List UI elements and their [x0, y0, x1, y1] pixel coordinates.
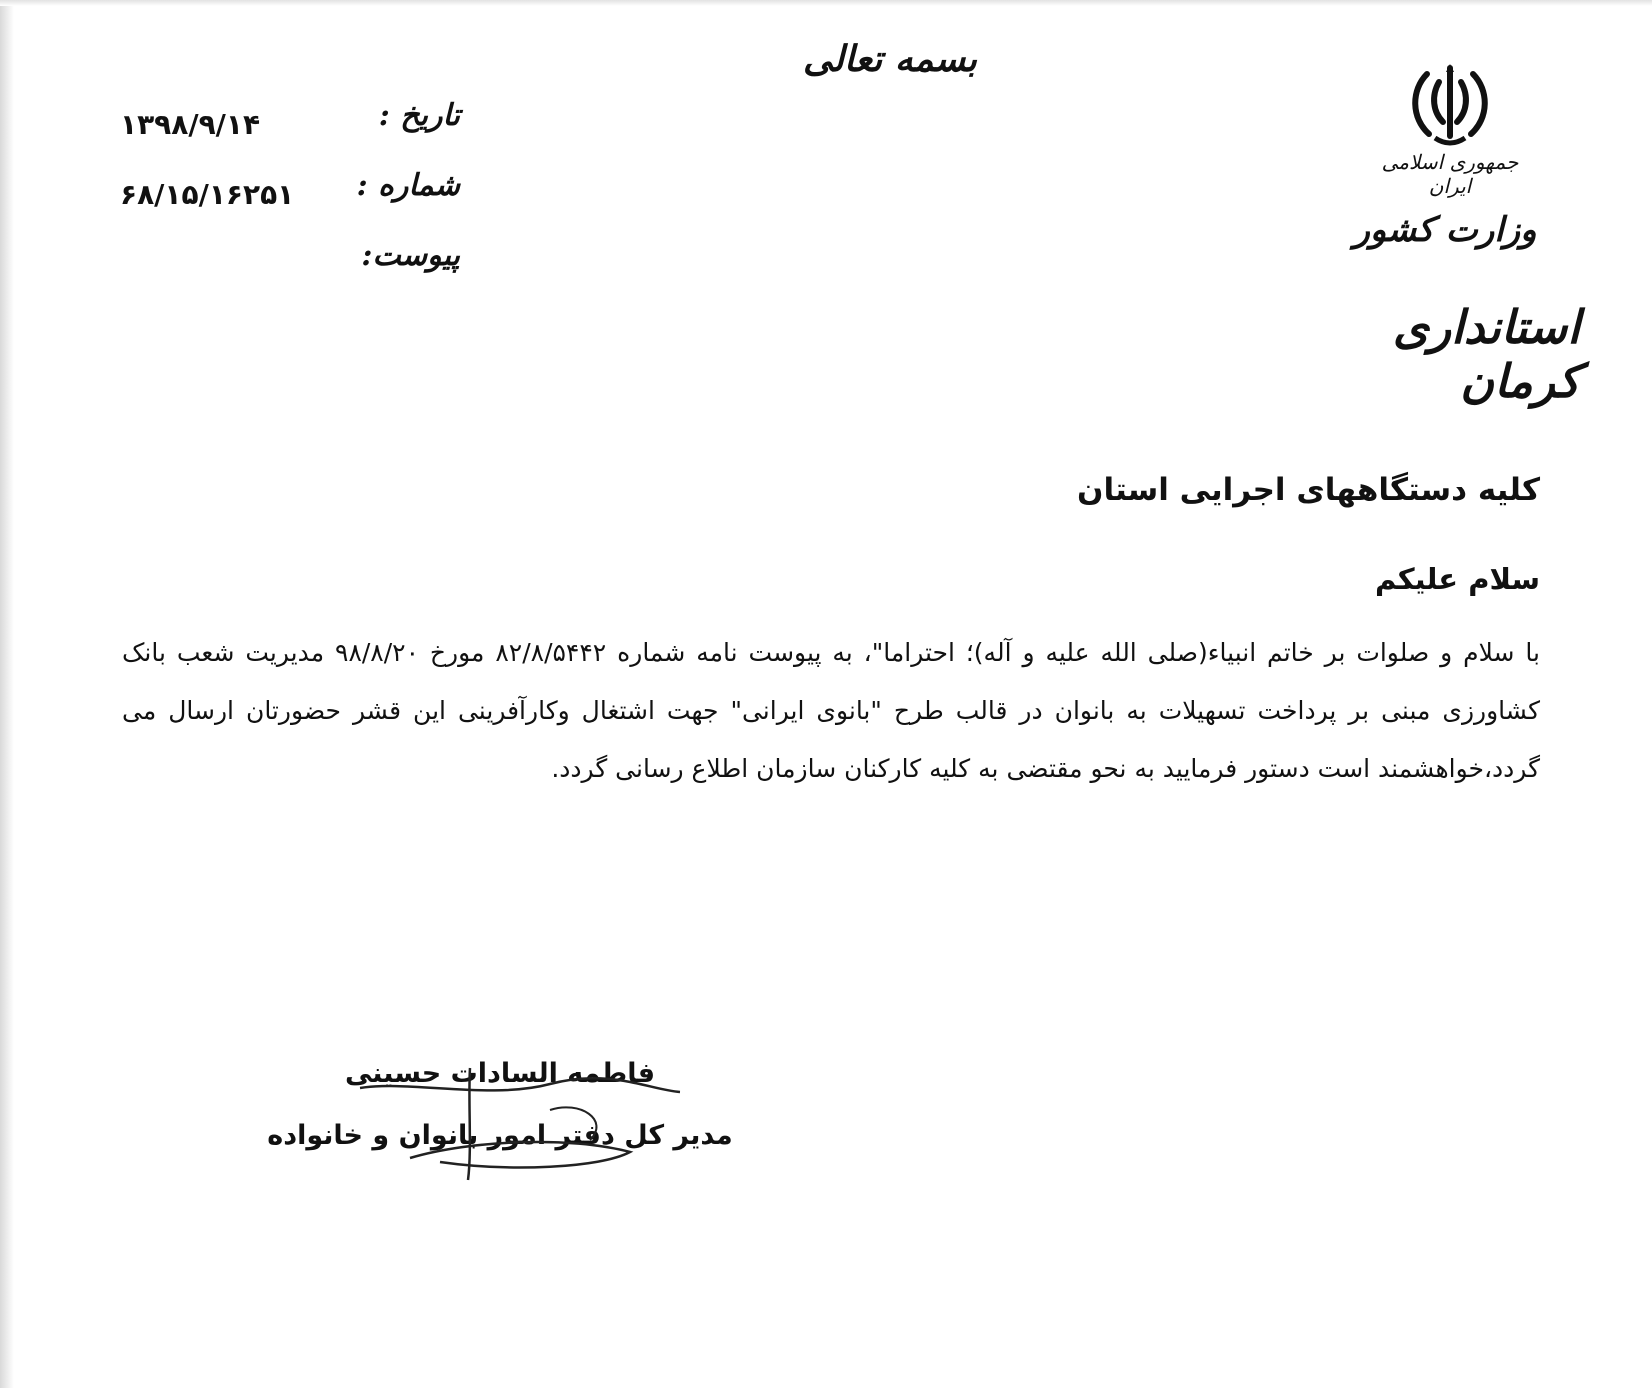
number-value: ۶۸/۱۵/۱۶۲۵۱	[120, 178, 295, 211]
invocation-heading: بسمه تعالی	[802, 38, 978, 80]
scan-edge-left	[0, 0, 14, 1388]
handwritten-signature-icon	[350, 1040, 690, 1190]
date-label: تاریخ :	[378, 98, 460, 133]
attachment-label: پیوست:	[361, 238, 460, 273]
letter-body: با سلام و صلوات بر خاتم انبیاء(صلی الله علیه و آله)؛ احتراما"، به پیوست نامه شماره ۸۲/۸/۵۴۴۲ مورخ ۹۸/۸/۲۰ مدیریت شعب بانک کشاورزی مبنی بر پرداخت تسهیلات به بانوان در قالب طرح "بانوی ایرانی" جهت اشتغال وکارآفرینی این قشر حضورتان ارسال می گردد،خواهشمند است دستور فرمایید به نحو مقتضی به کلیه کارکنان سازمان اطلاع رسانی گردد.	[122, 638, 1540, 783]
iran-emblem-icon	[1405, 62, 1495, 148]
letterhead-ministry: وزارت کشور	[1353, 210, 1537, 250]
scan-edge-top	[0, 0, 1652, 6]
greeting-line: سلام علیکم	[1375, 562, 1540, 596]
recipient-line: کلیه دستگاههای اجرایی استان	[1077, 472, 1540, 508]
number-label: شماره :	[356, 168, 460, 203]
date-value: ۱۳۹۸/۹/۱۴	[120, 108, 261, 141]
letterhead-republic: جمهوری اسلامی ایران	[1381, 150, 1519, 198]
signer-name: فاطمه السادات حسینی	[344, 1058, 656, 1089]
signer-title: مدیر کل دفتر امور بانوان و خانواده	[267, 1120, 733, 1151]
letterhead-governorate: استانداری کرمان	[1392, 300, 1580, 408]
